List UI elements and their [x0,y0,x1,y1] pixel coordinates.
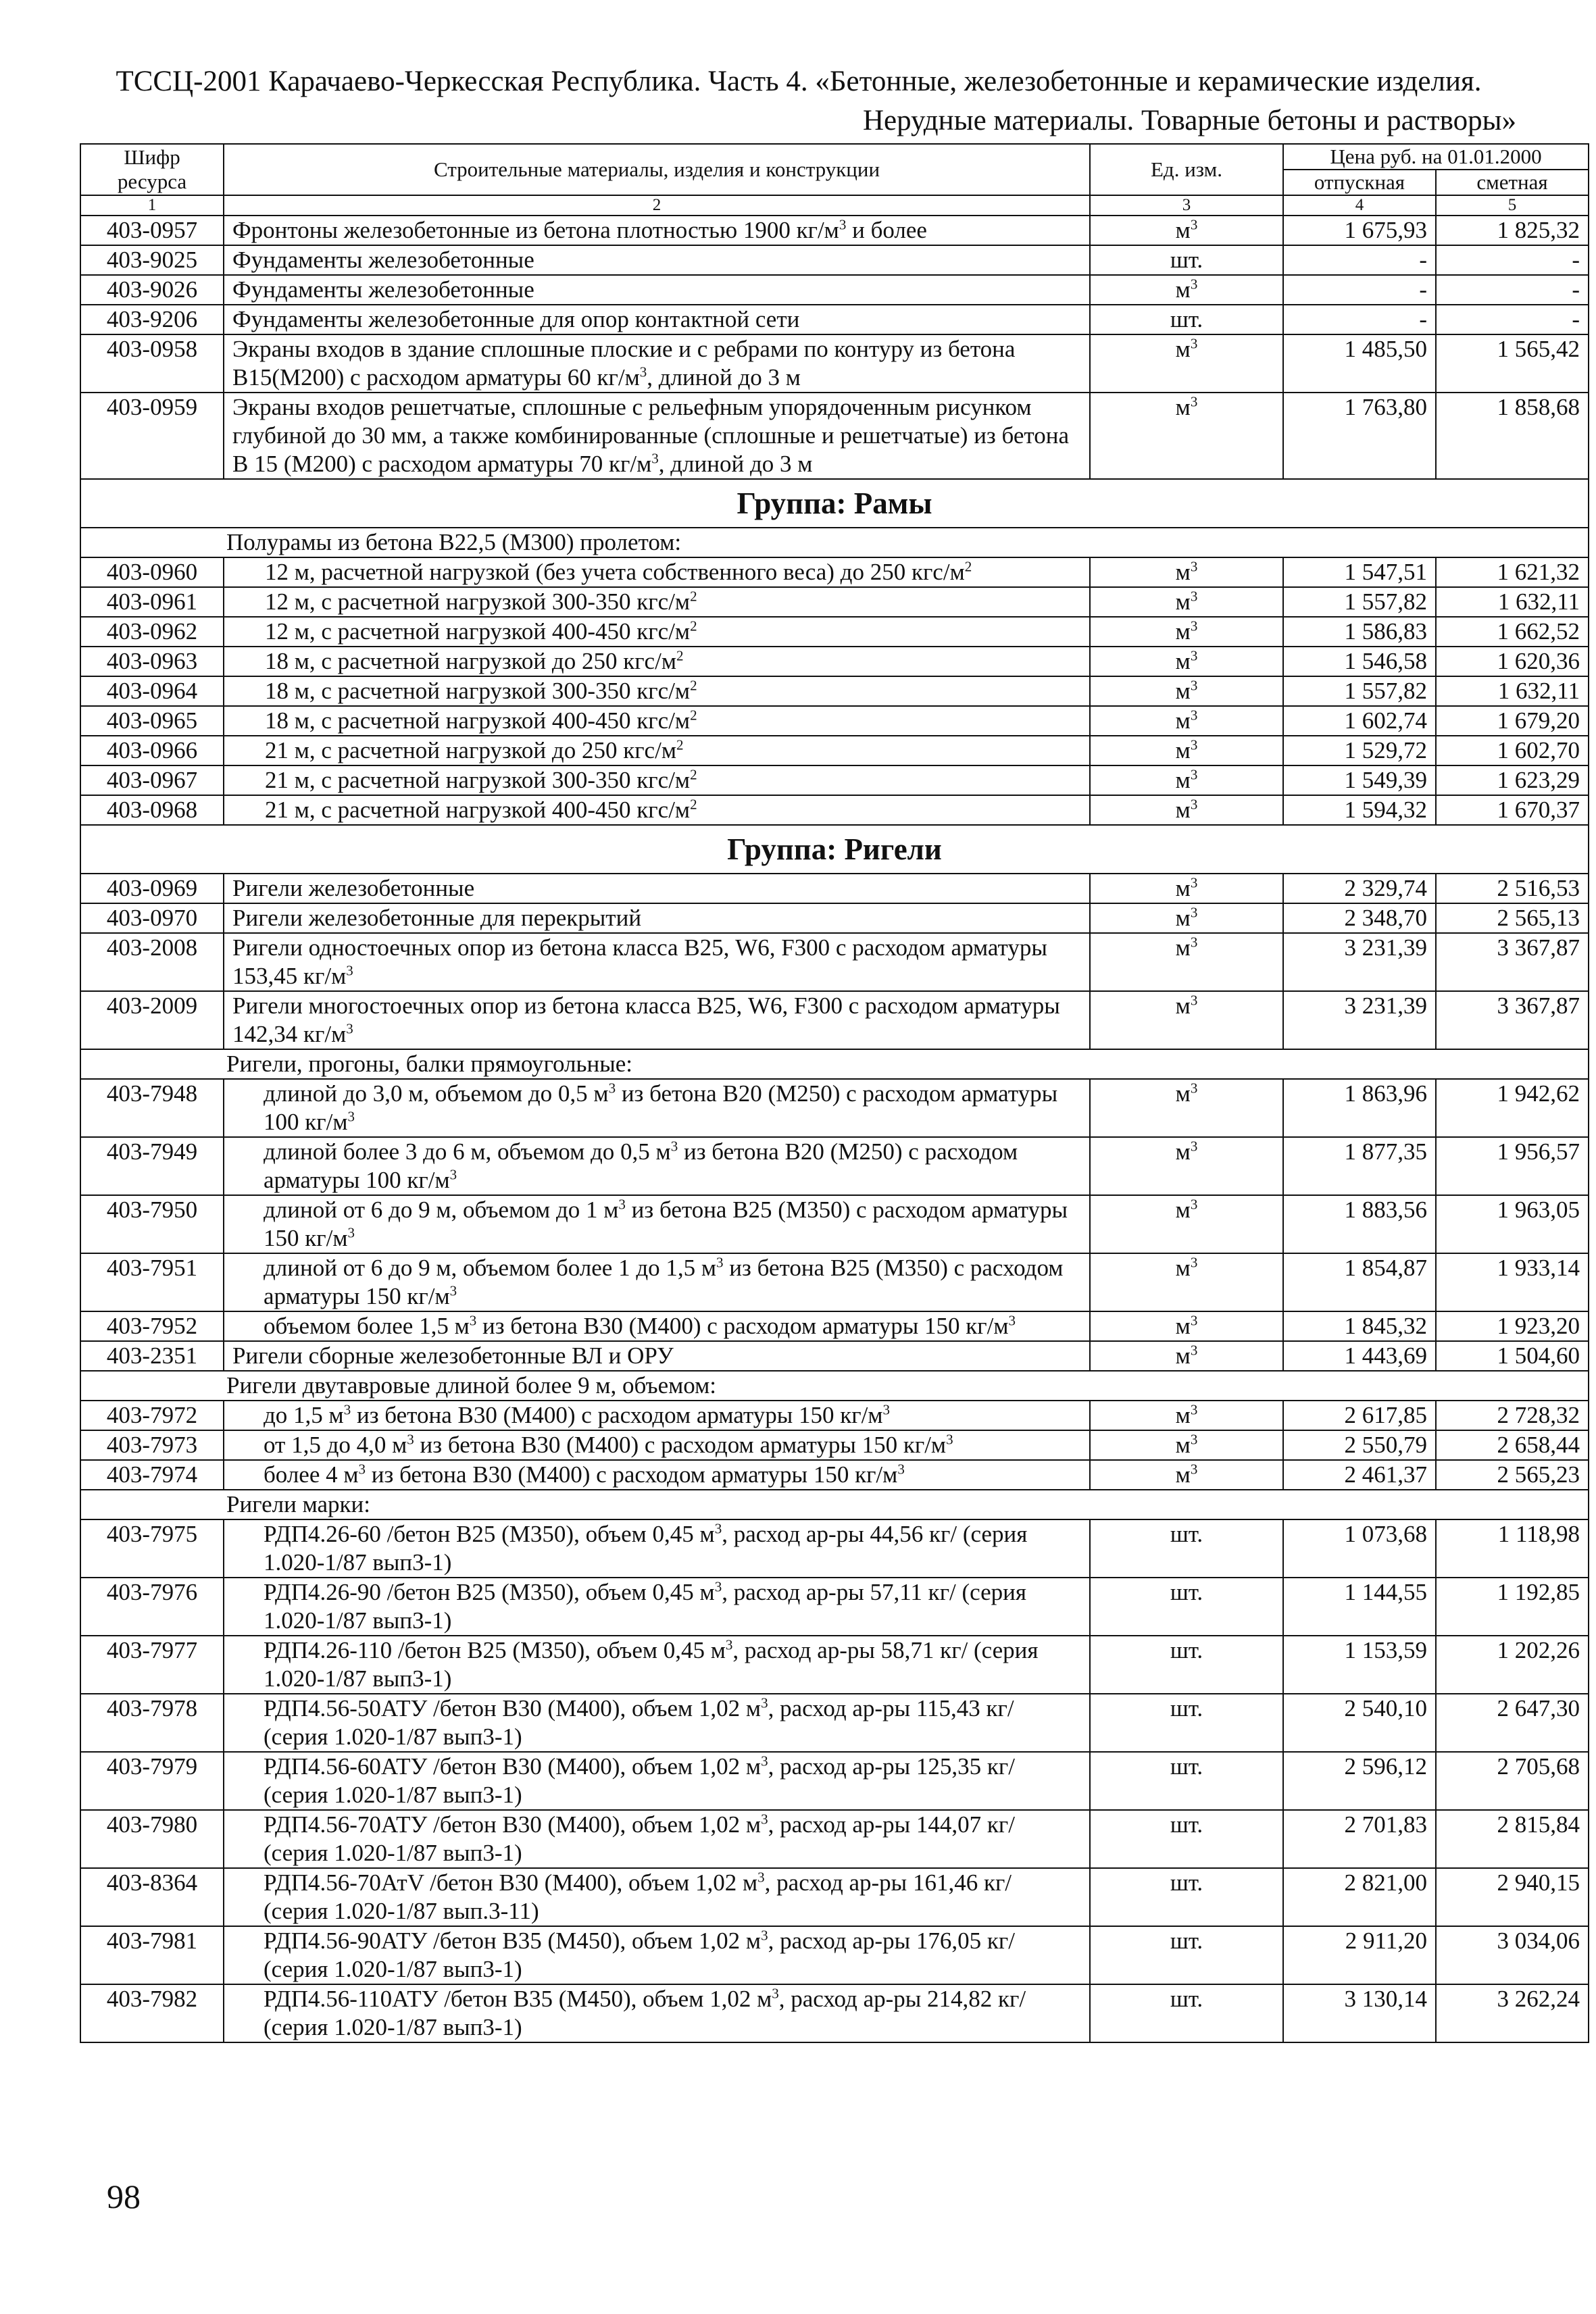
subgroup-row [80,1049,1589,1079]
release-price-cell: 2 329,74 [1283,874,1436,903]
estimate-price-cell: 2 815,84 [1436,1810,1589,1868]
estimate-price-cell: 1 670,37 [1436,795,1589,825]
release-price-cell: 2 461,37 [1283,1460,1436,1490]
description-cell: 21 м, с расчетной нагрузкой 400-450 кгс/$м^2$ [224,795,1090,825]
description-cell: РДП4.26-90 /бетон В25 (М350), объем 0,45 $м^3$, расход ар-ры 57,11 кг/ (серия 1.020-1/87 вып3-1) [224,1578,1090,1636]
unit-cell: $м^3$ [1090,587,1283,617]
release-price-cell: 1 675,93 [1283,216,1436,245]
code-cell: 403-2351 [80,1341,224,1371]
table-row [80,736,1589,765]
table-row [80,1519,1589,1578]
description-cell: Фронтоны железобетонные из бетона плотностью 1900 $кг/м^3$ и более [224,216,1090,245]
description-cell: РДП4.26-60 /бетон В25 (М350), объем 0,45 $м^3$, расход ар-ры 44,56 кг/ (серия 1.020-1/87 вып3-1) [224,1519,1090,1578]
unit-cell: $м^3$ [1090,1430,1283,1460]
estimate-price-cell: 1 662,52 [1436,617,1589,647]
estimate-price-cell: 1 858,68 [1436,393,1589,479]
description-cell: Ригели железобетонные для перекрытий [224,903,1090,933]
unit-cell: $м^3$ [1090,795,1283,825]
table-row [80,1311,1589,1341]
description-cell: 12 м, с расчетной нагрузкой 300-350 кгс/$м^2$ [224,587,1090,617]
code-cell: 403-9206 [80,305,224,334]
release-price-cell: 1 883,56 [1283,1195,1436,1253]
release-price-cell: 1 845,32 [1283,1311,1436,1341]
table-row [80,393,1589,479]
unit-cell: $м^3$ [1090,933,1283,991]
description-cell: 21 м, с расчетной нагрузкой до 250 кгс/$м^2$ [224,736,1090,765]
description-cell: РДП4.56-70АТУ /бетон В30 (М400), объем 1,02 $м^3$, расход ар-ры 144,07 кг/ (серия 1.020-1/87 вып3-1) [224,1810,1090,1868]
code-cell [80,1371,224,1401]
release-price-cell: - [1283,275,1436,305]
description-cell: Экраны входов в здание сплошные плоские и с ребрами по контуру из бетона В15(М200) с расходом арматуры 60 $кг/м^3$, длиной до 3 м [224,334,1090,393]
description-cell: РДП4.56-90АТУ /бетон В35 (М450), объем 1,02 $м^3$, расход ар-ры 176,05 кг/ (серия 1.020-1/87 вып3-1) [224,1926,1090,1984]
header-release-price: отпускная [1283,170,1436,195]
unit-cell: $м^3$ [1090,1460,1283,1490]
release-price-cell: 1 877,35 [1283,1137,1436,1195]
description-cell: РДП4.56-110АТУ /бетон В35 (М450), объем 1,02 $м^3$, расход ар-ры 214,82 кг/ (серия 1.020-1/87 вып3-1) [224,1984,1090,2042]
estimate-price-cell: 2 565,13 [1436,903,1589,933]
table-row [80,1694,1589,1752]
estimate-price-cell: - [1436,305,1589,334]
release-price-cell: 1 073,68 [1283,1519,1436,1578]
estimate-price-cell: - [1436,275,1589,305]
release-price-cell: 1 549,39 [1283,765,1436,795]
description-cell: 18 м, с расчетной нагрузкой до 250 кгс/$м^2$ [224,647,1090,676]
table-row [80,1636,1589,1694]
header-line-1: ТССЦ-2001 Карачаево-Черкесская Республика. Часть 4. «Бетонные, железобетонные и керамические изделия. [116,66,1482,97]
estimate-price-cell: 1 504,60 [1436,1341,1589,1371]
code-cell: 403-7979 [80,1752,224,1810]
table-row [80,1253,1589,1311]
release-price-cell: 1 586,83 [1283,617,1436,647]
unit-cell: $м^3$ [1090,557,1283,587]
estimate-price-cell: 1 565,42 [1436,334,1589,393]
estimate-price-cell: 1 963,05 [1436,1195,1589,1253]
description-cell: РДП4.56-70АтV /бетон В30 (М400), объем 1,02 $м^3$, расход ар-ры 161,46 кг/ (серия 1.020-1/87 вып.3-11) [224,1868,1090,1926]
table-row [80,1868,1589,1926]
code-cell: 403-7972 [80,1401,224,1430]
table-row [80,647,1589,676]
estimate-price-cell: 1 923,20 [1436,1311,1589,1341]
code-cell: 403-7978 [80,1694,224,1752]
release-price-cell: 2 348,70 [1283,903,1436,933]
release-price-cell: 1 763,80 [1283,393,1436,479]
release-price-cell: 1 863,96 [1283,1079,1436,1137]
column-index: 1 [80,195,224,216]
estimate-price-cell: 1 118,98 [1436,1519,1589,1578]
estimate-price-cell: 1 956,57 [1436,1137,1589,1195]
description-cell: 18 м, с расчетной нагрузкой 400-450 кгс/$м^2$ [224,706,1090,736]
description-cell: РДП4.56-60АТУ /бетон В30 (М400), объем 1,02 $м^3$, расход ар-ры 125,35 кг/ (серия 1.020-1/87 вып3-1) [224,1752,1090,1810]
table-row [80,991,1589,1049]
release-price-cell: 1 602,74 [1283,706,1436,736]
table-row [80,557,1589,587]
table-row [80,1578,1589,1636]
code-cell: 403-0965 [80,706,224,736]
code-cell: 403-2009 [80,991,224,1049]
release-price-cell: 2 821,00 [1283,1868,1436,1926]
unit-cell: $м^3$ [1090,1401,1283,1430]
price-table-body [80,144,1589,2042]
group-title: Группа: Рамы [80,479,1589,528]
table-header-row [80,144,1589,170]
estimate-price-cell: 1 632,11 [1436,676,1589,706]
unit-cell: $м^3$ [1090,617,1283,647]
estimate-price-cell: 1 933,14 [1436,1253,1589,1311]
unit-cell: шт. [1090,1810,1283,1868]
table-row [80,933,1589,991]
estimate-price-cell: 3 034,06 [1436,1926,1589,1984]
estimate-price-cell: 1 632,11 [1436,587,1589,617]
release-price-cell: 1 547,51 [1283,557,1436,587]
code-cell: 403-7948 [80,1079,224,1137]
release-price-cell: 1 443,69 [1283,1341,1436,1371]
code-cell: 403-0957 [80,216,224,245]
description-cell: длиной до 3,0 м, объемом до 0,5 $м^3$ из бетона В20 (М250) с расходом арматуры 100 $кг/м^3$ [224,1079,1090,1137]
description-cell: более 4 $м^3$ из бетона В30 (М400) с расходом арматуры 150 $кг/м^3$ [224,1460,1090,1490]
unit-cell: шт. [1090,1519,1283,1578]
unit-cell: $м^3$ [1090,765,1283,795]
column-index: 4 [1283,195,1436,216]
table-row [80,874,1589,903]
code-cell: 403-7950 [80,1195,224,1253]
estimate-price-cell: 2 516,53 [1436,874,1589,903]
release-price-cell: 1 153,59 [1283,1636,1436,1694]
description-cell: РДП4.56-50АТУ /бетон В30 (М400), объем 1,02 $м^3$, расход ар-ры 115,43 кг/ (серия 1.020-1/87 вып3-1) [224,1694,1090,1752]
column-index: 2 [224,195,1090,216]
table-row [80,1079,1589,1137]
description-cell: от 1,5 до 4,0 $м^3$ из бетона В30 (М400) с расходом арматуры 150 $кг/м^3$ [224,1430,1090,1460]
subgroup-row [80,1490,1589,1519]
release-price-cell: 3 231,39 [1283,991,1436,1049]
description-cell: длиной от 6 до 9 м, объемом до 1 $м^3$ из бетона В25 (М350) с расходом арматуры 150 $кг/м^3$ [224,1195,1090,1253]
code-cell: 403-0968 [80,795,224,825]
unit-cell: $м^3$ [1090,647,1283,676]
code-cell: 403-7952 [80,1311,224,1341]
unit-cell: $м^3$ [1090,706,1283,736]
code-cell: 403-0962 [80,617,224,647]
estimate-price-cell: 3 262,24 [1436,1984,1589,2042]
release-price-cell: 2 596,12 [1283,1752,1436,1810]
estimate-price-cell: 2 940,15 [1436,1868,1589,1926]
subgroup-title: Ригели, прогоны, балки прямоугольные: [224,1049,1589,1079]
table-row [80,1926,1589,1984]
release-price-cell: 1 557,82 [1283,676,1436,706]
unit-cell: шт. [1090,1636,1283,1694]
code-cell: 403-7981 [80,1926,224,1984]
description-cell: 12 м, с расчетной нагрузкой 400-450 кгс/$м^2$ [224,617,1090,647]
estimate-price-cell: 2 565,23 [1436,1460,1589,1490]
unit-cell: $м^3$ [1090,676,1283,706]
code-cell: 403-7980 [80,1810,224,1868]
code-cell: 403-7951 [80,1253,224,1311]
code-cell: 403-7975 [80,1519,224,1578]
code-cell: 403-0960 [80,557,224,587]
table-row [80,587,1589,617]
estimate-price-cell: - [1436,245,1589,275]
header-description: Строительные материалы, изделия и конструкции [224,144,1090,195]
table-row [80,1430,1589,1460]
description-cell: Ригели многостоечных опор из бетона класса В25, W6, F300 с расходом арматуры 142,34 $кг/м^3$ [224,991,1090,1049]
unit-cell: шт. [1090,1694,1283,1752]
table-row [80,617,1589,647]
page-number: 98 [107,2178,141,2215]
table-row [80,1195,1589,1253]
header-code: Шифр ресурса [80,144,224,195]
code-cell: 403-0959 [80,393,224,479]
code-cell [80,1049,224,1079]
header-price: Цена руб. на 01.01.2000 [1283,144,1589,170]
page-header [81,62,1516,141]
code-cell: 403-0967 [80,765,224,795]
description-cell: 12 м, расчетной нагрузкой (без учета собственного веса) до 250 кгс/$м^2$ [224,557,1090,587]
description-cell: объемом более 1,5 $м^3$ из бетона В30 (М400) с расходом арматуры 150 $кг/м^3$ [224,1311,1090,1341]
code-cell: 403-7982 [80,1984,224,2042]
release-price-cell: 2 911,20 [1283,1926,1436,1984]
estimate-price-cell: 3 367,87 [1436,933,1589,991]
description-cell: Фундаменты железобетонные [224,245,1090,275]
header-line-2: Нерудные материалы. Товарные бетоны и растворы» [862,105,1516,136]
unit-cell: шт. [1090,305,1283,334]
table-row [80,706,1589,736]
unit-cell: $м^3$ [1090,1341,1283,1371]
column-index: 3 [1090,195,1283,216]
description-cell: Фундаменты железобетонные для опор контактной сети [224,305,1090,334]
description-cell: длиной от 6 до 9 м, объемом более 1 до 1,5 $м^3$ из бетона В25 (М350) с расходом арматуры 150 $кг/м^3$ [224,1253,1090,1311]
release-price-cell: 1 546,58 [1283,647,1436,676]
code-cell [80,528,224,557]
table-row [80,795,1589,825]
table-row [80,1984,1589,2042]
code-cell: 403-0964 [80,676,224,706]
estimate-price-cell: 1 192,85 [1436,1578,1589,1636]
code-cell: 403-9026 [80,275,224,305]
code-cell: 403-7949 [80,1137,224,1195]
code-cell: 403-0970 [80,903,224,933]
table-row [80,1460,1589,1490]
code-cell: 403-8364 [80,1868,224,1926]
code-cell: 403-0969 [80,874,224,903]
unit-cell: $м^3$ [1090,1137,1283,1195]
group-row [80,479,1589,528]
unit-cell: шт. [1090,1984,1283,2042]
release-price-cell: - [1283,305,1436,334]
code-cell: 403-0961 [80,587,224,617]
description-cell: Ригели одностоечных опор из бетона класса В25, W6, F300 с расходом арматуры 153,45 $кг/м^3$ [224,933,1090,991]
header-estimate-price: сметная [1436,170,1589,195]
estimate-price-cell: 1 602,70 [1436,736,1589,765]
unit-cell: шт. [1090,1868,1283,1926]
unit-cell: $м^3$ [1090,1311,1283,1341]
release-price-cell: 1 594,32 [1283,795,1436,825]
table-row [80,765,1589,795]
unit-cell: $м^3$ [1090,874,1283,903]
table-row [80,216,1589,245]
description-cell: до 1,5 $м^3$ из бетона В30 (М400) с расходом арматуры 150 $кг/м^3$ [224,1401,1090,1430]
release-price-cell: 2 550,79 [1283,1430,1436,1460]
table-row [80,676,1589,706]
description-cell: 18 м, с расчетной нагрузкой 300-350 кгс/$м^2$ [224,676,1090,706]
release-price-cell: 3 130,14 [1283,1984,1436,2042]
unit-cell: $м^3$ [1090,216,1283,245]
subgroup-row [80,1371,1589,1401]
unit-cell: $м^3$ [1090,1079,1283,1137]
unit-cell: $м^3$ [1090,334,1283,393]
subgroup-row [80,528,1589,557]
price-table [80,143,1589,2043]
release-price-cell: 2 540,10 [1283,1694,1436,1752]
estimate-price-cell: 1 621,32 [1436,557,1589,587]
group-title: Группа: Ригели [80,825,1589,874]
code-cell: 403-0963 [80,647,224,676]
estimate-price-cell: 1 620,36 [1436,647,1589,676]
table-row [80,275,1589,305]
code-cell: 403-0966 [80,736,224,765]
estimate-price-cell: 1 942,62 [1436,1079,1589,1137]
code-cell: 403-7977 [80,1636,224,1694]
table-row [80,903,1589,933]
code-cell: 403-7973 [80,1430,224,1460]
unit-cell: $м^3$ [1090,991,1283,1049]
code-cell: 403-7974 [80,1460,224,1490]
release-price-cell: 1 557,82 [1283,587,1436,617]
estimate-price-cell: 2 728,32 [1436,1401,1589,1430]
header-unit: Ед. изм. [1090,144,1283,195]
table-row [80,1752,1589,1810]
code-cell: 403-7976 [80,1578,224,1636]
estimate-price-cell: 2 658,44 [1436,1430,1589,1460]
estimate-price-cell: 2 647,30 [1436,1694,1589,1752]
unit-cell: $м^3$ [1090,1195,1283,1253]
description-cell: 21 м, с расчетной нагрузкой 300-350 кгс/$м^2$ [224,765,1090,795]
release-price-cell: - [1283,245,1436,275]
unit-cell: шт. [1090,245,1283,275]
unit-cell: шт. [1090,1752,1283,1810]
column-index-row [80,195,1589,216]
table-row [80,334,1589,393]
description-cell: Ригели сборные железобетонные ВЛ и ОРУ [224,1341,1090,1371]
release-price-cell: 1 854,87 [1283,1253,1436,1311]
subgroup-title: Ригели двутавровые длиной более 9 м, объемом: [224,1371,1589,1401]
unit-cell: $м^3$ [1090,275,1283,305]
unit-cell: шт. [1090,1578,1283,1636]
group-row [80,825,1589,874]
code-cell: 403-0958 [80,334,224,393]
description-cell: Ригели железобетонные [224,874,1090,903]
estimate-price-cell: 1 623,29 [1436,765,1589,795]
unit-cell: $м^3$ [1090,393,1283,479]
estimate-price-cell: 1 825,32 [1436,216,1589,245]
description-cell: Экраны входов решетчатые, сплошные с рельефным упорядоченным рисунком глубиной до 30 мм, а также комбинированные (сплошные и решетчатые) из бетона В 15 (М200) с расходом арматуры 70 $кг/м^3$, длиной до 3 м [224,393,1090,479]
column-index: 5 [1436,195,1589,216]
estimate-price-cell: 1 679,20 [1436,706,1589,736]
table-row [80,1401,1589,1430]
release-price-cell: 1 144,55 [1283,1578,1436,1636]
estimate-price-cell: 3 367,87 [1436,991,1589,1049]
release-price-cell: 3 231,39 [1283,933,1436,991]
description-cell: длиной более 3 до 6 м, объемом до 0,5 $м^3$ из бетона В20 (М250) с расходом арматуры 100 $кг/м^3$ [224,1137,1090,1195]
estimate-price-cell: 2 705,68 [1436,1752,1589,1810]
unit-cell: шт. [1090,1926,1283,1984]
code-cell [80,1490,224,1519]
release-price-cell: 1 485,50 [1283,334,1436,393]
table-row [80,1137,1589,1195]
unit-cell: $м^3$ [1090,736,1283,765]
table-row [80,245,1589,275]
table-row [80,305,1589,334]
release-price-cell: 2 701,83 [1283,1810,1436,1868]
code-cell: 403-2008 [80,933,224,991]
description-cell: Фундаменты железобетонные [224,275,1090,305]
release-price-cell: 1 529,72 [1283,736,1436,765]
release-price-cell: 2 617,85 [1283,1401,1436,1430]
estimate-price-cell: 1 202,26 [1436,1636,1589,1694]
unit-cell: $м^3$ [1090,1253,1283,1311]
table-row [80,1341,1589,1371]
subgroup-title: Ригели марки: [224,1490,1589,1519]
description-cell: РДП4.26-110 /бетон В25 (М350), объем 0,45 $м^3$, расход ар-ры 58,71 кг/ (серия 1.020-1/87 вып3-1) [224,1636,1090,1694]
table-row [80,1810,1589,1868]
subgroup-title: Полурамы из бетона В22,5 (М300) пролетом: [224,528,1589,557]
unit-cell: $м^3$ [1090,903,1283,933]
code-cell: 403-9025 [80,245,224,275]
